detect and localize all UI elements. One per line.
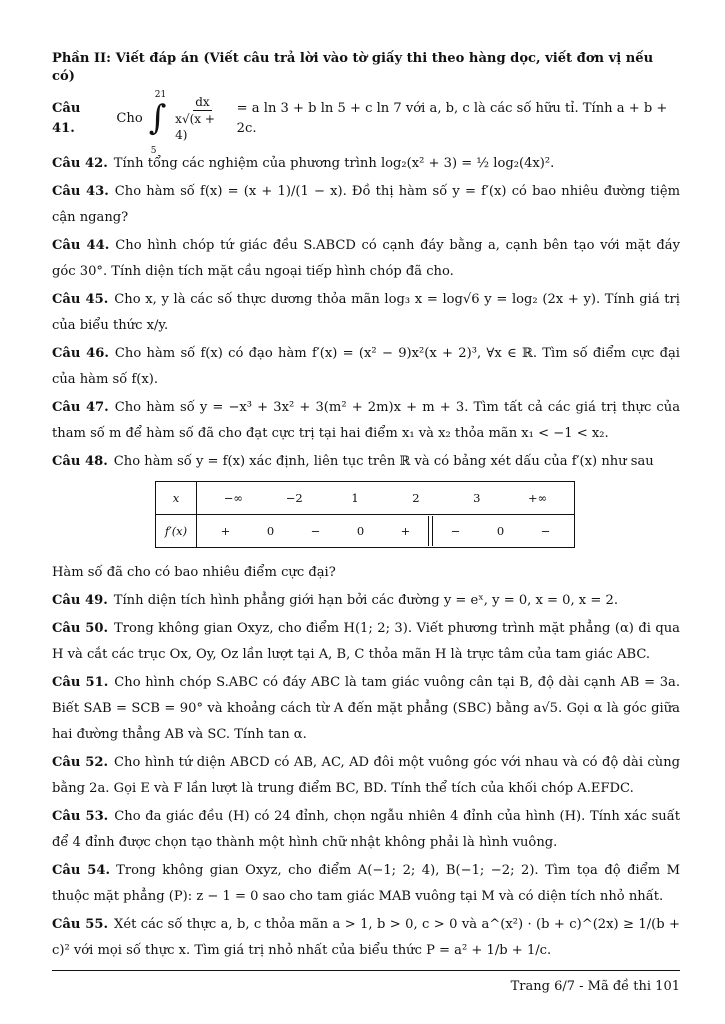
x-value: −2 <box>285 491 303 505</box>
question-42 <box>52 151 680 177</box>
x-value: +∞ <box>527 491 548 505</box>
x-value: 1 <box>351 491 359 505</box>
exam-page <box>52 50 680 966</box>
question-55 <box>52 912 680 964</box>
sign-value: 0 <box>266 524 275 538</box>
footer-divider <box>52 970 680 971</box>
sign-value: − <box>540 524 551 538</box>
question-label: Câu 50. <box>52 621 109 636</box>
question-43 <box>52 179 680 231</box>
question-label: Câu 42. <box>52 156 108 171</box>
question-label: Câu 48. <box>52 454 108 469</box>
question-41 <box>52 89 680 156</box>
sign-table-derivative-row <box>156 515 575 548</box>
question-label: Câu 47. <box>52 400 109 415</box>
integral-symbol <box>147 89 168 156</box>
section-title: Phần II: Viết đáp án (Viết câu trả lời vào tờ giấy thi theo hàng dọc, viết đơn vị nếu có) <box>52 51 654 84</box>
question-text: Cho hàm số f(x) có đạo hàm f′(x) = (x² − 9)x²(x + 2)³, ∀x ∈ ℝ. Tìm số điểm cực đại của hàm số f(x). <box>52 346 680 387</box>
question-text: Cho hình chóp S.ABC có đáy ABC là tam giác vuông cân tại B, độ dài cạnh AB = 3a. Biết SAB = SCB = 90° và khoảng cách từ A đến mặt phẳng (SBC) bằng a√5. Gọi α là góc giữa hai đường thẳng AB và SC. Tính tan α. <box>52 675 681 742</box>
question-label: Câu 53. <box>52 809 109 824</box>
x-value: 3 <box>473 491 481 505</box>
fraction-denominator: x√(x + 4) <box>175 112 215 142</box>
question-51 <box>52 670 680 748</box>
question-label: Câu 45. <box>52 292 109 307</box>
question-text: Xét các số thực a, b, c thỏa mãn a > 1, b > 0, c > 0 và a^(x²) · (b + c)^(2x) ≥ 1/(b + c)² với mọi số thực x. Tìm giá trị nhỏ nhất của biểu thức P = a² + 1/b + 1/c. <box>52 917 681 958</box>
sign-table-x-row <box>156 482 575 515</box>
question-text: Tính diện tích hình phẳng giới hạn bởi các đường y = eˣ, y = 0, x = 0, x = 2. <box>113 593 618 608</box>
question-label: Câu 52. <box>52 755 109 770</box>
sign-value: 0 <box>496 524 505 538</box>
sign-table-derivative-head: f′(x) <box>156 515 197 548</box>
question-47 <box>52 395 680 447</box>
question-48-followup: Hàm số đã cho có bao nhiêu điểm cực đại? <box>52 565 336 580</box>
question-label: Câu 54. <box>52 863 111 878</box>
sign-table-x-head: x <box>156 482 197 515</box>
x-value: −∞ <box>223 491 244 505</box>
question-label: Câu 51. <box>52 675 109 690</box>
integral-lower-limit: 5 <box>150 145 157 156</box>
integrand-fraction <box>175 94 229 143</box>
question-label: Câu 44. <box>52 238 110 253</box>
question-45 <box>52 287 680 339</box>
question-text: Cho x, y là các số thực dương thỏa mãn log₃ x = log√6 y = log₂ (2x + y). Tính giá trị của biểu thức x/y. <box>52 292 680 333</box>
question-text: Tính tổng các nghiệm của phương trình log₂(x² + 3) = ½ log₂(4x)². <box>113 156 555 171</box>
sign-value: − <box>310 524 321 538</box>
page-footer: Trang 6/7 - Mã đề thi 101 <box>510 979 680 994</box>
sign-table <box>155 481 575 548</box>
question-label: Câu 49. <box>52 593 108 608</box>
question-49 <box>52 588 680 614</box>
sign-table-derivative-values <box>197 515 575 548</box>
question-41-post: = a ln 3 + b ln 5 + c ln 7 với a, b, c là các số hữu tỉ. Tính a + b + 2c. <box>236 100 668 136</box>
sign-value: + <box>220 524 231 538</box>
question-text: Cho hình chóp tứ giác đều S.ABCD có cạnh đáy bằng a, cạnh bên tạo với mặt đáy góc 30°. Tính diện tích mặt cầu ngoại tiếp hình chóp đã cho. <box>52 238 680 279</box>
question-text: Trong không gian Oxyz, cho điểm A(−1; 2; 4), B(−1; −2; 2). Tìm tọa độ điểm M thuộc mặt phẳng (P): z − 1 = 0 sao cho tam giác MAB vuông tại M và có diện tích nhỏ nhất. <box>52 863 681 904</box>
sign-value: 0 <box>356 524 365 538</box>
question-label: Câu 43. <box>52 184 109 199</box>
x-value: 2 <box>412 491 420 505</box>
question-text: Cho hàm số y = f(x) xác định, liên tục trên ℝ và có bảng xét dấu của f′(x) như sau <box>113 454 654 469</box>
question-41-pre: Cho <box>116 110 143 126</box>
question-label: Câu 41. <box>52 100 81 136</box>
fraction-numerator: dx <box>195 95 210 109</box>
question-54 <box>52 858 680 910</box>
question-48 <box>52 449 680 475</box>
integral-sign-glyph: ∫ <box>148 97 167 138</box>
question-text: Cho hình tứ diện ABCD có AB, AC, AD đôi một vuông góc với nhau và có độ dài cùng bằng 2a. Gọi E và F lần lượt là trung điểm BC, BD. Tính thể tích của khối chóp A.EFDC. <box>52 755 681 796</box>
question-text: Cho hàm số f(x) = (x + 1)/(1 − x). Đồ thị hàm số y = f′(x) có bao nhiêu đường tiệm cận ngang? <box>52 184 680 225</box>
question-46 <box>52 341 680 393</box>
question-53 <box>52 804 680 856</box>
question-44 <box>52 233 680 285</box>
question-50 <box>52 616 680 668</box>
integral-upper-limit: 21 <box>154 89 167 100</box>
question-text: Trong không gian Oxyz, cho điểm H(1; 2; 3). Viết phương trình mặt phẳng (α) đi qua H và cắt các trục Ox, Oy, Oz lần lượt tại A, B, C thỏa mãn H là trực tâm của tam giác ABC. <box>52 621 680 662</box>
question-label: Câu 46. <box>52 346 109 361</box>
sign-table-x-values <box>197 482 575 515</box>
question-52 <box>52 750 680 802</box>
question-text: Cho đa giác đều (H) có 24 đỉnh, chọn ngẫu nhiên 4 đỉnh của hình (H). Tính xác suất để 4 đỉnh được chọn tạo thành một hình chữ nhật không phải là hình vuông. <box>52 809 681 850</box>
question-label: Câu 55. <box>52 917 109 932</box>
sign-value: − <box>450 524 461 538</box>
question-text: Cho hàm số y = −x³ + 3x² + 3(m² + 2m)x + m + 3. Tìm tất cả các giá trị thực của tham số m để hàm số đã cho đạt cực trị tại hai điểm x₁ và x₂ thỏa mãn x₁ < −1 < x₂. <box>52 400 681 441</box>
sign-value: + <box>400 524 411 538</box>
